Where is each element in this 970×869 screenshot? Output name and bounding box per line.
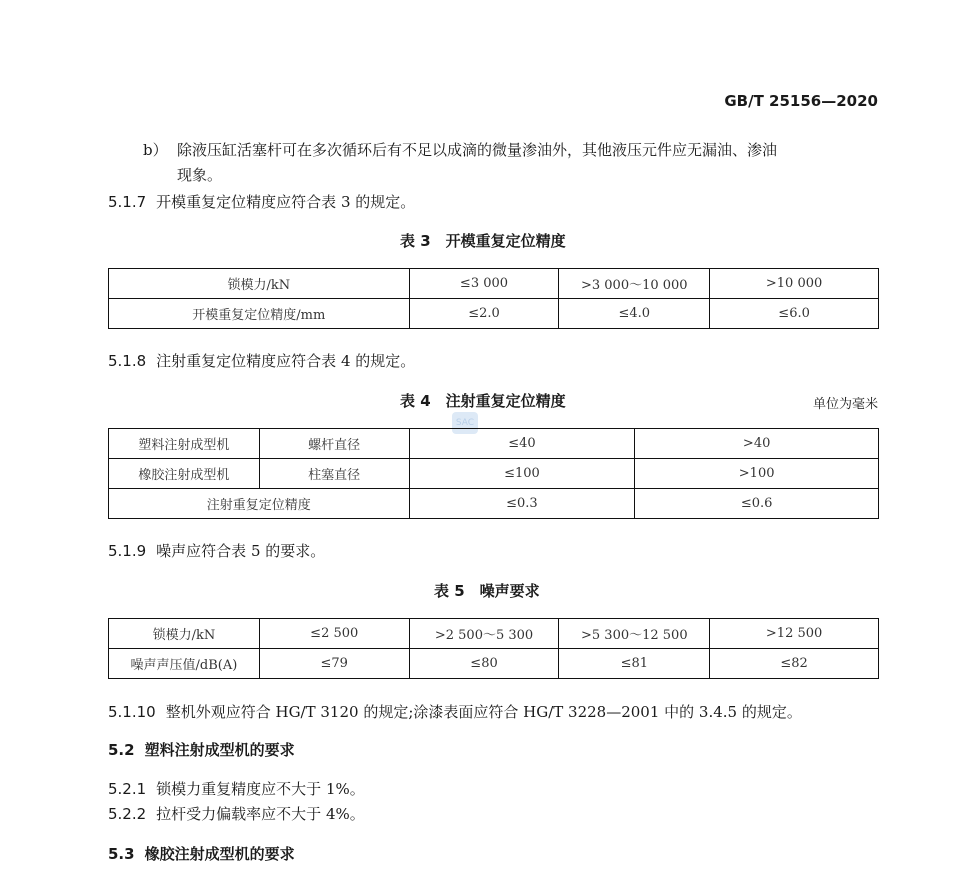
clause-number: 5.1.10 bbox=[108, 703, 156, 721]
table-cell: 注射重复定位精度 bbox=[109, 489, 410, 519]
table-cell: ≤0.3 bbox=[409, 489, 635, 519]
section-5-3-heading bbox=[108, 843, 295, 864]
table4-caption: 表 4 注射重复定位精度 bbox=[400, 392, 566, 410]
table-row bbox=[109, 429, 879, 459]
table-row bbox=[109, 269, 879, 299]
clause-5-2-1 bbox=[108, 778, 365, 799]
section-number: 5.3 bbox=[108, 845, 135, 863]
table-cell: >40 bbox=[635, 429, 879, 459]
section-title: 塑料注射成型机的要求 bbox=[144, 741, 295, 759]
clause-5-1-10 bbox=[108, 701, 802, 722]
clause-number: 5.1.8 bbox=[108, 352, 147, 370]
clause-text: 注射重复定位精度应符合表 4 的规定。 bbox=[156, 352, 416, 370]
table-cell: >100 bbox=[635, 459, 879, 489]
table-cell: >2 500～5 300 bbox=[409, 619, 559, 649]
table-row bbox=[109, 459, 879, 489]
table-row bbox=[109, 619, 879, 649]
table-cell: ≤80 bbox=[409, 649, 559, 679]
table-cell: ≤0.6 bbox=[635, 489, 879, 519]
item-b-line1: 除液压缸活塞杆可在多次循环后有不足以成滴的微量渗油外，其他液压元件应无漏油、渗油 bbox=[177, 141, 778, 159]
table-cell: ≤81 bbox=[559, 649, 710, 679]
table-cell: ≤82 bbox=[710, 649, 879, 679]
table-cell: ≤4.0 bbox=[559, 299, 710, 329]
table-cell: >10 000 bbox=[710, 269, 879, 299]
clause-5-1-8 bbox=[108, 350, 415, 371]
clause-text: 锁模力重复精度应不大于 1%。 bbox=[156, 780, 365, 798]
table-cell: 噪声声压值/dB(A) bbox=[109, 649, 260, 679]
table4-unit: 单位为毫米 bbox=[812, 397, 878, 412]
table-row bbox=[109, 489, 879, 519]
item-b-line2: 现象。 bbox=[177, 166, 223, 184]
item-b-marker: b） bbox=[143, 141, 168, 159]
table-cell: ≤79 bbox=[259, 649, 409, 679]
table-row bbox=[109, 649, 879, 679]
table-cell: ≤100 bbox=[409, 459, 635, 489]
clause-text: 整机外观应符合 HG/T 3120 的规定;涂漆表面应符合 HG/T 3228—2001 中的 3.4.5 的规定。 bbox=[165, 703, 802, 721]
section-5-2-heading bbox=[108, 739, 295, 760]
table3-caption: 表 3 开模重复定位精度 bbox=[400, 232, 566, 250]
clause-text: 噪声应符合表 5 的要求。 bbox=[156, 542, 326, 560]
table-cell: 锁模力/kN bbox=[109, 269, 410, 299]
table-cell: 螺杆直径 bbox=[259, 429, 409, 459]
table-cell: >3 000～10 000 bbox=[559, 269, 710, 299]
table-cell: ≤2 500 bbox=[259, 619, 409, 649]
table-cell: 塑料注射成型机 bbox=[109, 429, 260, 459]
table-cell: ≤3 000 bbox=[409, 269, 559, 299]
table-cell: 柱塞直径 bbox=[259, 459, 409, 489]
table4 bbox=[108, 428, 879, 519]
section-title: 橡胶注射成型机的要求 bbox=[144, 845, 295, 863]
table-cell: ≤6.0 bbox=[710, 299, 879, 329]
table-row bbox=[109, 299, 879, 329]
clause-5-1-7 bbox=[108, 191, 415, 212]
table-cell: >12 500 bbox=[710, 619, 879, 649]
clause-number: 5.1.7 bbox=[108, 193, 147, 211]
table-cell: 锁模力/kN bbox=[109, 619, 260, 649]
clause-number: 5.2.2 bbox=[108, 805, 147, 823]
clause-number: 5.2.1 bbox=[108, 780, 147, 798]
standard-code: GB/T 25156—2020 bbox=[724, 92, 878, 110]
table5-caption: 表 5 噪声要求 bbox=[434, 582, 540, 600]
table-cell: ≤40 bbox=[409, 429, 635, 459]
table3 bbox=[108, 268, 879, 329]
clause-5-2-2 bbox=[108, 803, 365, 824]
table-cell: 橡胶注射成型机 bbox=[109, 459, 260, 489]
clause-number: 5.1.9 bbox=[108, 542, 147, 560]
table5 bbox=[108, 618, 879, 679]
clause-text: 开模重复定位精度应符合表 3 的规定。 bbox=[156, 193, 416, 211]
table-cell: ≤2.0 bbox=[409, 299, 559, 329]
table-cell: >5 300～12 500 bbox=[559, 619, 710, 649]
table-cell: 开模重复定位精度/mm bbox=[109, 299, 410, 329]
section-number: 5.2 bbox=[108, 741, 135, 759]
watermark-logo: SAC bbox=[452, 412, 478, 434]
clause-5-1-9 bbox=[108, 540, 325, 561]
clause-text: 拉杆受力偏载率应不大于 4%。 bbox=[156, 805, 365, 823]
